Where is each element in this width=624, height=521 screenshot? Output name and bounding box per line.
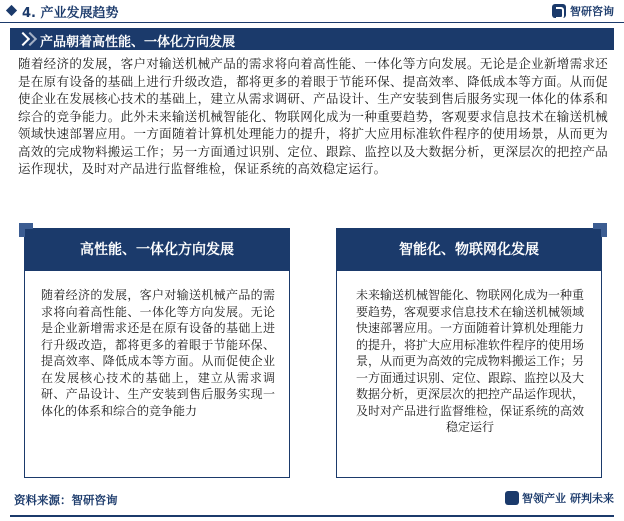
data-source: 资料来源：智研咨询 (14, 493, 118, 507)
card-intelligent-iot (336, 228, 602, 478)
top-bar (0, 0, 624, 23)
slogan-part-2: 研判未来 (570, 492, 614, 505)
footer (10, 490, 614, 510)
section-title: 4. 产业发展趋势 (22, 6, 119, 21)
trend-heading-bar (10, 28, 614, 50)
card-title: 高性能、一体化方向发展 (25, 229, 289, 271)
card-body: 未来输送机械智能化、物联网化成为一种重要趋势，客观要求信息技术在输送机械领域快速部署应用。一方面随着计算机处理能力的提升，将扩大应用标准软件程序的使用场景，从而更为高效的完成物料搬运工作；另一方面通过识别、定位、跟踪、监控以及大数据分析，更深层次的把控产品运作现状，及时对产品进行监督维检，保证系统的高效稳定运行 (355, 288, 584, 434)
brand-slogan (505, 490, 614, 506)
section-marker-icon (6, 5, 17, 16)
trend-heading: 产品朝着高性能、一体化方向发展 (40, 35, 236, 50)
brand-logo-icon (552, 4, 566, 18)
card-title: 智能化、物联网化发展 (337, 229, 601, 271)
brand-logo-icon (505, 491, 519, 505)
brand-logo (552, 2, 614, 20)
card-body: 随着经济的发展，客户对输送机械产品的需求将向着高性能、一体化等方向发展。无论是企业新增需求还是在原有设备的基础上进行升级改造，都将更多的着眼于节能环保、提高效率、降低成本等方面。从而促使企业在发展核心技术的基础上，建立从需求调研、产品设计、生产安装到售后服务实现一体化的体系和综合的竞争能力 (41, 288, 275, 418)
intro-paragraph: 随着经济的发展，客户对输送机械产品的需求将向着高性能、一体化等方向发展。无论是企业新增需求还是在原有设备的基础上进行升级改造，都将更多的着眼于节能环保、提高效率、降低成本等方面。从而促使企业在发展核心技术的基础上，建立从需求调研、产品设计、生产安装到售后服务实现一体化的体系和综合的竞争能力。此外未来输送机械智能化、物联网化成为一种重要趋势，客观要求信息技术在输送机械领域快速部署应用。一方面随着计算机处理能力的提升，将扩大应用标准软件程序的使用场景，从而更为高效的完成物料搬运工作；另一方面通过识别、定位、跟踪、监控以及大数据分析，更深层次的把控产品运作现状，及时对产品进行监督维检，保证系统的高效稳定运行。 (18, 56, 608, 176)
card-high-performance (24, 228, 290, 478)
brand-name: 智研咨询 (570, 5, 614, 18)
slogan-part-1: 智领产业 (522, 492, 566, 505)
bottom-divider (10, 515, 614, 517)
